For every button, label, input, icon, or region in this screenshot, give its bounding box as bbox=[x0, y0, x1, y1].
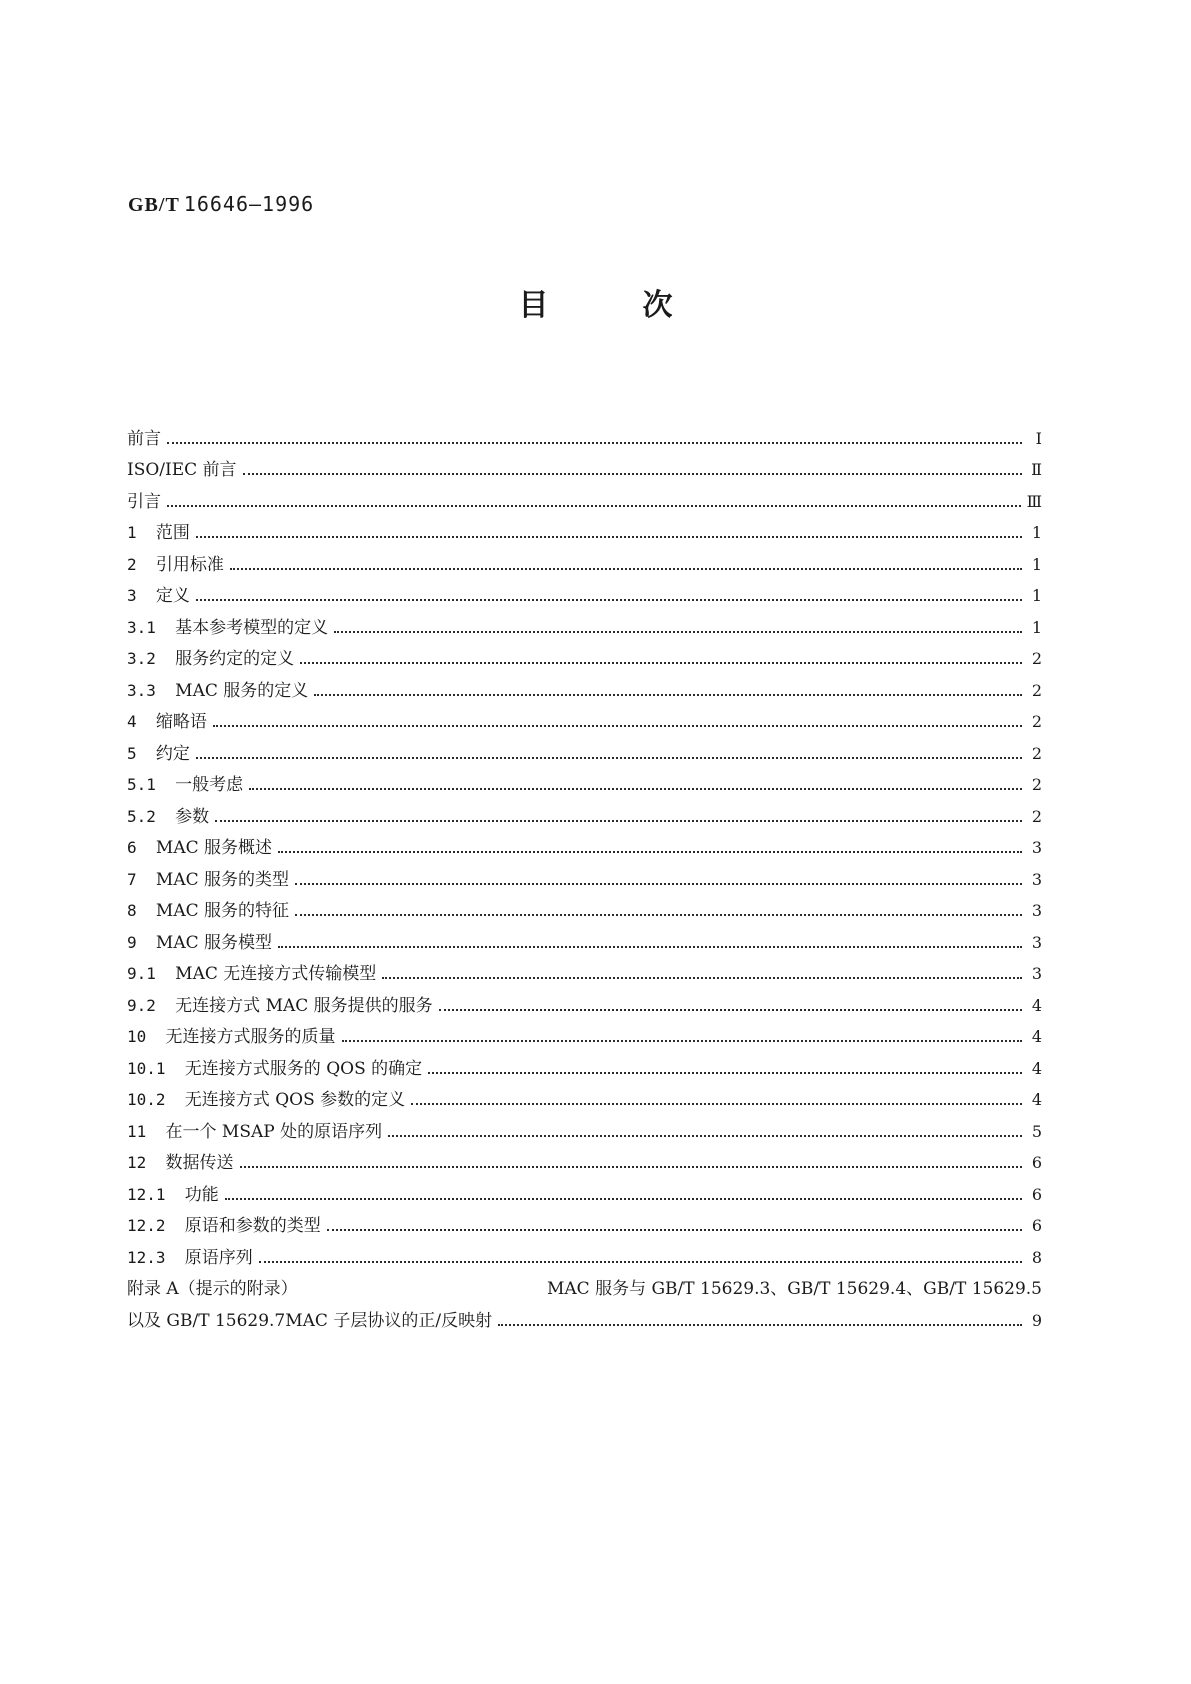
dot-leader bbox=[196, 536, 1022, 538]
toc-entry[interactable] bbox=[127, 576, 1042, 608]
toc-entry-title: 参数 bbox=[175, 806, 210, 827]
toc-entry-number: 10.1 bbox=[127, 1058, 185, 1078]
toc-entry-title: 在一个 MSAP 处的原语序列 bbox=[165, 1121, 383, 1142]
toc-entry-number: 2 bbox=[127, 554, 156, 574]
toc-entry-page: 3 bbox=[1031, 932, 1042, 952]
toc-entry-title: MAC 无连接方式传输模型 bbox=[175, 964, 377, 984]
toc-entry-number: 12.3 bbox=[127, 1247, 185, 1267]
toc-entry-number: 7 bbox=[127, 869, 156, 889]
dot-leader bbox=[278, 851, 1022, 853]
toc-appendix-page: 9 bbox=[1031, 1310, 1042, 1330]
toc-entry-page: 5 bbox=[1031, 1121, 1042, 1141]
toc-entry[interactable] bbox=[127, 922, 1042, 954]
toc-entry-number: 12 bbox=[127, 1153, 166, 1172]
page-title-part1: 目 bbox=[518, 288, 549, 323]
toc-entry[interactable] bbox=[127, 513, 1042, 545]
toc-entry-title: 定义 bbox=[155, 586, 190, 606]
toc-entry-page: 1 bbox=[1031, 554, 1042, 574]
toc-entry-title: MAC 服务模型 bbox=[155, 932, 273, 953]
toc-entry[interactable] bbox=[127, 1048, 1042, 1080]
page-title bbox=[0, 280, 1191, 324]
toc-entry-number: 8 bbox=[127, 901, 156, 920]
toc-entry[interactable] bbox=[127, 1174, 1042, 1206]
dot-leader bbox=[243, 473, 1022, 475]
toc-entry-number: 11 bbox=[127, 1121, 166, 1141]
toc-appendix-label: 附录 A（提示的附录） bbox=[127, 1279, 298, 1299]
toc-appendix-title-line1: MAC 服务与 GB/T 15629.3、GB/T 15629.4、GB/T 15629.5 bbox=[546, 1279, 1042, 1299]
toc-entry[interactable] bbox=[127, 765, 1042, 797]
toc-entry-title: MAC 服务的类型 bbox=[155, 869, 290, 890]
toc-entry-title: 无连接方式服务的 QOS 的确定 bbox=[184, 1058, 423, 1079]
dot-leader bbox=[295, 883, 1022, 885]
toc-entry-number: 9.2 bbox=[127, 995, 176, 1015]
toc-entry-title: 功能 bbox=[184, 1184, 219, 1205]
toc-entry-page: 2 bbox=[1031, 806, 1042, 826]
toc-entry-title: 引用标准 bbox=[155, 554, 224, 575]
dot-leader bbox=[295, 914, 1022, 916]
toc-entry-page: Ⅲ bbox=[1026, 491, 1042, 511]
toc-entry-title: MAC 服务概述 bbox=[155, 838, 273, 858]
toc-entry-page: 4 bbox=[1031, 1027, 1042, 1046]
toc-entry-page: 1 bbox=[1031, 523, 1042, 542]
dot-leader bbox=[278, 946, 1022, 948]
toc-appendix-line2[interactable] bbox=[127, 1300, 1042, 1332]
toc-entry[interactable] bbox=[127, 1237, 1042, 1269]
dot-leader bbox=[196, 757, 1022, 759]
toc-entry-number: 4 bbox=[127, 712, 156, 731]
toc-entry-page: 3 bbox=[1031, 869, 1042, 889]
toc-entry-title: 缩略语 bbox=[155, 712, 207, 732]
toc-entry[interactable] bbox=[127, 1080, 1042, 1112]
dot-leader bbox=[314, 694, 1022, 696]
dot-leader bbox=[439, 1009, 1022, 1011]
toc-entry[interactable] bbox=[127, 639, 1042, 671]
dot-leader bbox=[300, 662, 1022, 664]
toc-entry[interactable] bbox=[127, 1206, 1042, 1238]
toc-entry-page: 4 bbox=[1031, 1090, 1042, 1109]
toc-entry-page: 3 bbox=[1031, 901, 1042, 920]
toc-entry[interactable] bbox=[127, 1111, 1042, 1143]
toc-entry-number: 5 bbox=[127, 743, 156, 763]
dot-leader bbox=[196, 599, 1022, 601]
toc-entry-title: 数据传送 bbox=[165, 1153, 234, 1173]
toc-entry-number: 3.1 bbox=[127, 617, 176, 637]
toc-entry-page: 2 bbox=[1031, 775, 1042, 794]
page-title-part2: 次 bbox=[642, 288, 673, 323]
toc-entry[interactable] bbox=[127, 450, 1042, 482]
toc-entry-page: 3 bbox=[1031, 838, 1042, 857]
toc-entry-title: 约定 bbox=[155, 743, 190, 764]
toc-entry-number: 6 bbox=[127, 838, 156, 857]
dot-leader bbox=[259, 1261, 1022, 1263]
toc-entry[interactable] bbox=[127, 1017, 1042, 1049]
toc-entry-title: 无连接方式 MAC 服务提供的服务 bbox=[175, 995, 433, 1016]
toc-entry-title: MAC 服务的定义 bbox=[175, 680, 309, 701]
dot-leader bbox=[213, 725, 1022, 727]
dot-leader bbox=[249, 788, 1022, 790]
dot-leader bbox=[215, 820, 1022, 822]
toc-entry-title: 无连接方式服务的质量 bbox=[165, 1027, 336, 1047]
toc-entry-title: 无连接方式 QOS 参数的定义 bbox=[184, 1090, 406, 1110]
dot-leader bbox=[342, 1040, 1022, 1042]
toc-entry[interactable] bbox=[127, 481, 1042, 513]
toc-entry-page: 6 bbox=[1031, 1153, 1042, 1172]
dot-leader bbox=[327, 1229, 1022, 1231]
toc-entry-title: 一般考虑 bbox=[175, 775, 244, 795]
toc-entry-page: Ⅱ bbox=[1031, 460, 1042, 479]
toc-entry-title: 范围 bbox=[155, 523, 190, 543]
dot-leader bbox=[498, 1324, 1022, 1326]
toc-entry[interactable] bbox=[127, 544, 1042, 576]
toc-entry-page: 4 bbox=[1031, 995, 1042, 1015]
standard-prefix: GB/T bbox=[128, 194, 180, 216]
toc-entry-page: 1 bbox=[1031, 617, 1042, 637]
dot-leader bbox=[230, 568, 1022, 570]
toc-entry-number: 1 bbox=[127, 523, 156, 542]
toc-entry[interactable] bbox=[127, 954, 1042, 986]
toc-entry-title: 基本参考模型的定义 bbox=[175, 617, 329, 638]
toc-entry[interactable] bbox=[127, 670, 1042, 702]
dot-leader bbox=[167, 505, 1021, 507]
toc-entry-number: 3 bbox=[127, 586, 156, 605]
dot-leader bbox=[240, 1166, 1022, 1168]
dot-leader bbox=[388, 1135, 1022, 1137]
toc-entry-number: 3.2 bbox=[127, 649, 176, 668]
toc-entry-title: ISO/IEC 前言 bbox=[127, 460, 237, 480]
toc-entry-page: 2 bbox=[1031, 712, 1042, 731]
toc-entry-page: 2 bbox=[1031, 743, 1042, 763]
toc-appendix-title-line2: 以及 GB/T 15629.7MAC 子层协议的正/反映射 bbox=[127, 1310, 493, 1331]
toc-entry-number: 12.2 bbox=[127, 1216, 185, 1235]
toc-entry-page: 3 bbox=[1031, 964, 1042, 983]
toc-entry-page: 2 bbox=[1031, 680, 1042, 700]
toc-entry-page: 4 bbox=[1031, 1058, 1042, 1078]
toc-entry-title: MAC 服务的特征 bbox=[155, 901, 290, 921]
toc-entry[interactable] bbox=[127, 859, 1042, 891]
toc-appendix-line1[interactable] bbox=[127, 1269, 1042, 1301]
toc-entry-title: 原语和参数的类型 bbox=[184, 1216, 321, 1236]
toc-entry-number: 5.1 bbox=[127, 775, 176, 794]
toc-entry-title: 前言 bbox=[127, 428, 161, 449]
standard-code bbox=[128, 192, 314, 217]
toc-entry-page: 6 bbox=[1031, 1216, 1042, 1235]
toc-entry-page: 2 bbox=[1031, 649, 1042, 668]
toc-entry-page: 8 bbox=[1031, 1247, 1042, 1267]
table-of-contents bbox=[127, 418, 1042, 1332]
toc-entry[interactable] bbox=[127, 828, 1042, 860]
toc-entry-title: 原语序列 bbox=[184, 1247, 253, 1268]
dot-leader bbox=[411, 1103, 1022, 1105]
dot-leader bbox=[428, 1072, 1022, 1074]
standard-number: 16646—1996 bbox=[183, 192, 315, 216]
dot-leader bbox=[334, 631, 1022, 633]
toc-entry-number: 10 bbox=[127, 1027, 166, 1046]
toc-entry-page: 6 bbox=[1031, 1184, 1042, 1204]
toc-entry-number: 10.2 bbox=[127, 1090, 185, 1109]
toc-entry-number: 5.2 bbox=[127, 806, 176, 826]
dot-leader bbox=[167, 442, 1022, 444]
toc-entry[interactable] bbox=[127, 733, 1042, 765]
toc-entry-number: 3.3 bbox=[127, 680, 176, 700]
toc-entry[interactable] bbox=[127, 418, 1042, 450]
toc-entry[interactable] bbox=[127, 985, 1042, 1017]
toc-entry-page: I bbox=[1035, 428, 1042, 448]
toc-entry-number: 9 bbox=[127, 932, 156, 952]
toc-entry[interactable] bbox=[127, 796, 1042, 828]
toc-entry-number: 12.1 bbox=[127, 1184, 185, 1204]
toc-entry[interactable] bbox=[127, 891, 1042, 923]
toc-entry[interactable] bbox=[127, 607, 1042, 639]
toc-entry-title: 引言 bbox=[127, 491, 161, 512]
toc-entry-page: 1 bbox=[1031, 586, 1042, 605]
dot-leader bbox=[382, 977, 1022, 979]
toc-entry-title: 服务约定的定义 bbox=[175, 649, 295, 669]
toc-entry[interactable] bbox=[127, 1143, 1042, 1175]
toc-appendix-heading bbox=[127, 1278, 1042, 1300]
toc-entry[interactable] bbox=[127, 702, 1042, 734]
dot-leader bbox=[225, 1198, 1022, 1200]
toc-entry-number: 9.1 bbox=[127, 964, 176, 983]
